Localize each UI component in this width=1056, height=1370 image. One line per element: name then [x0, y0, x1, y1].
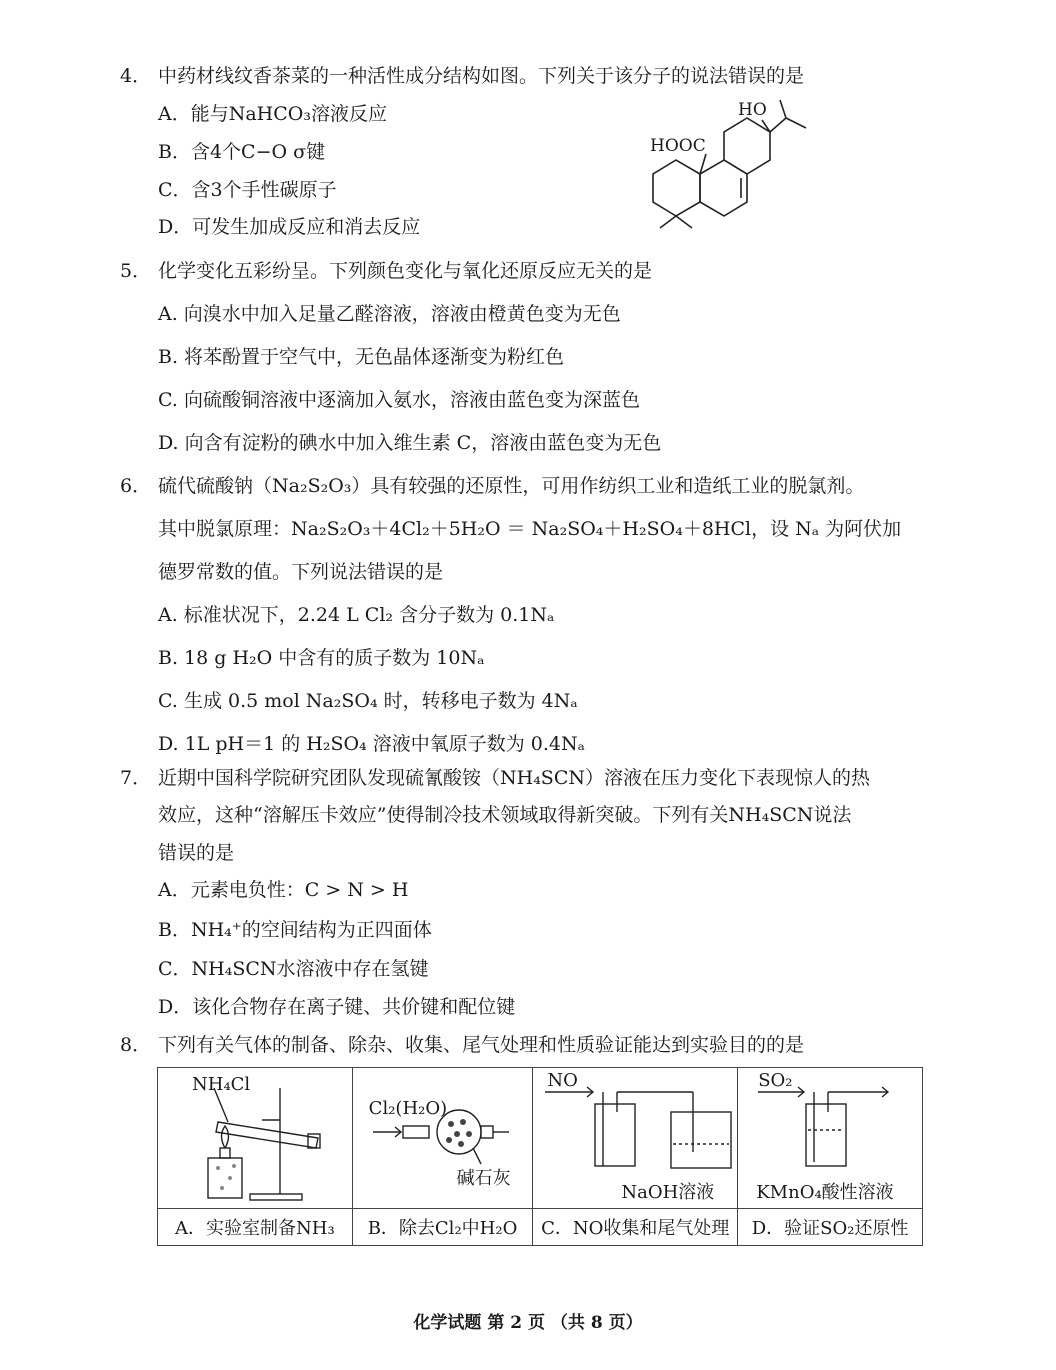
q8-number: 8．: [120, 1034, 152, 1056]
figure-b-gas-label: Cl₂(H₂O): [368, 1098, 448, 1119]
q4-stem: 中药材线纹香茶菜的一种活性成分结构如图。下列关于该分子的说法错误的是: [158, 65, 805, 87]
caption-c: C．NO收集和尾气处理: [533, 1209, 738, 1246]
q4-option-c: C．含3个手性碳原子: [158, 179, 337, 201]
figure-c-cell: [533, 1068, 738, 1209]
q6-number: 6．: [120, 475, 152, 497]
hydroxyl-label: HO: [738, 100, 767, 120]
q4-option-d: D．可发生加成反应和消去反应: [158, 216, 421, 238]
figure-b: [353, 1068, 533, 1208]
figure-c: [533, 1068, 737, 1208]
figure-d: [738, 1068, 922, 1208]
q5-option-c: C. 向硫酸铜溶液中逐滴加入氨水，溶液由蓝色变为深蓝色: [158, 389, 640, 411]
figure-a-cell: [158, 1068, 353, 1209]
figure-b-reagent-label: 碱石灰: [456, 1168, 511, 1189]
q5-option-d: D. 向含有淀粉的碘水中加入维生素 C，溶液由蓝色变为无色: [158, 432, 662, 454]
q6-option-d: D. 1L pH＝1 的 H₂SO₄ 溶液中氧原子数为 0.4Nₐ: [158, 733, 585, 755]
q6-option-c: C. 生成 0.5 mol Na₂SO₄ 时，转移电子数为 4Nₐ: [158, 690, 578, 712]
q5-stem: 化学变化五彩纷呈。下列颜色变化与氧化还原反应无关的是: [158, 260, 653, 282]
figure-d-reagent-label: KMnO₄酸性溶液: [756, 1182, 894, 1203]
q7-stem-line-3: 错误的是: [158, 842, 235, 864]
q4-option-a: A．能与NaHCO₃溶液反应: [158, 103, 387, 125]
page-footer: 化学试题 第 2 页 （共 8 页）: [413, 1313, 643, 1333]
q5-option-b: B. 将苯酚置于空气中，无色晶体逐渐变为粉红色: [158, 346, 565, 368]
q6-stem-line-1: 硫代硫酸钠（Na₂S₂O₃）具有较强的还原性，可用作纺织工业和造纸工业的脱氯剂。: [158, 475, 865, 497]
q7-option-d: D．该化合物存在离子键、共价键和配位键: [158, 996, 516, 1018]
caption-d: D．验证SO₂还原性: [738, 1209, 923, 1246]
figure-c-gas-label: NO: [547, 1070, 578, 1091]
q7-stem-line-2: 效应，这种“溶解压卡效应”使得制冷技术领域取得新突破。下列有关NH₄SCN说法: [158, 804, 852, 826]
caption-b: B．除去Cl₂中H₂O: [352, 1209, 533, 1246]
caption-a: A．实验室制备NH₃: [158, 1209, 353, 1246]
q4-number: 4．: [120, 65, 152, 87]
q5-option-a: A. 向溴水中加入足量乙醛溶液，溶液由橙黄色变为无色: [158, 303, 621, 325]
figure-d-cell: [738, 1068, 923, 1209]
q7-stem-line-1: 近期中国科学院研究团队发现硫氰酸铵（NH₄SCN）溶液在压力变化下表现惊人的热: [158, 767, 870, 789]
q4-option-b: B．含4个C−O σ键: [158, 141, 326, 163]
q7-option-b: B．NH₄⁺的空间结构为正四面体: [158, 919, 432, 941]
q7-number: 7．: [120, 767, 152, 789]
experiment-table: [157, 1067, 923, 1246]
figure-a: [158, 1068, 352, 1208]
q6-option-b: B. 18 g H₂O 中含有的质子数为 10Nₐ: [158, 647, 485, 669]
figure-a-label: NH₄Cl: [192, 1074, 251, 1095]
figure-b-cell: [352, 1068, 533, 1209]
figure-d-gas-label: SO₂: [758, 1070, 793, 1091]
carboxyl-label: HOOC: [650, 136, 706, 156]
molecule-structure: [640, 98, 820, 238]
q7-option-c: C．NH₄SCN水溶液中存在氢键: [158, 958, 429, 980]
q6-stem-line-2: 其中脱氯原理：Na₂S₂O₃＋4Cl₂＋5H₂O ＝ Na₂SO₄＋H₂SO₄＋8HCl，设 Nₐ 为阿伏加: [158, 518, 902, 540]
q8-stem: 下列有关气体的制备、除杂、收集、尾气处理和性质验证能达到实验目的的是: [158, 1034, 805, 1056]
figure-c-reagent-label: NaOH溶液: [621, 1182, 715, 1203]
q7-option-a: A．元素电负性：C > N > H: [158, 879, 409, 901]
q6-stem-line-3: 德罗常数的值。下列说法错误的是: [158, 561, 444, 583]
q5-number: 5．: [120, 260, 152, 282]
q6-option-a: A. 标准状况下，2.24 L Cl₂ 含分子数为 0.1Nₐ: [158, 604, 555, 626]
